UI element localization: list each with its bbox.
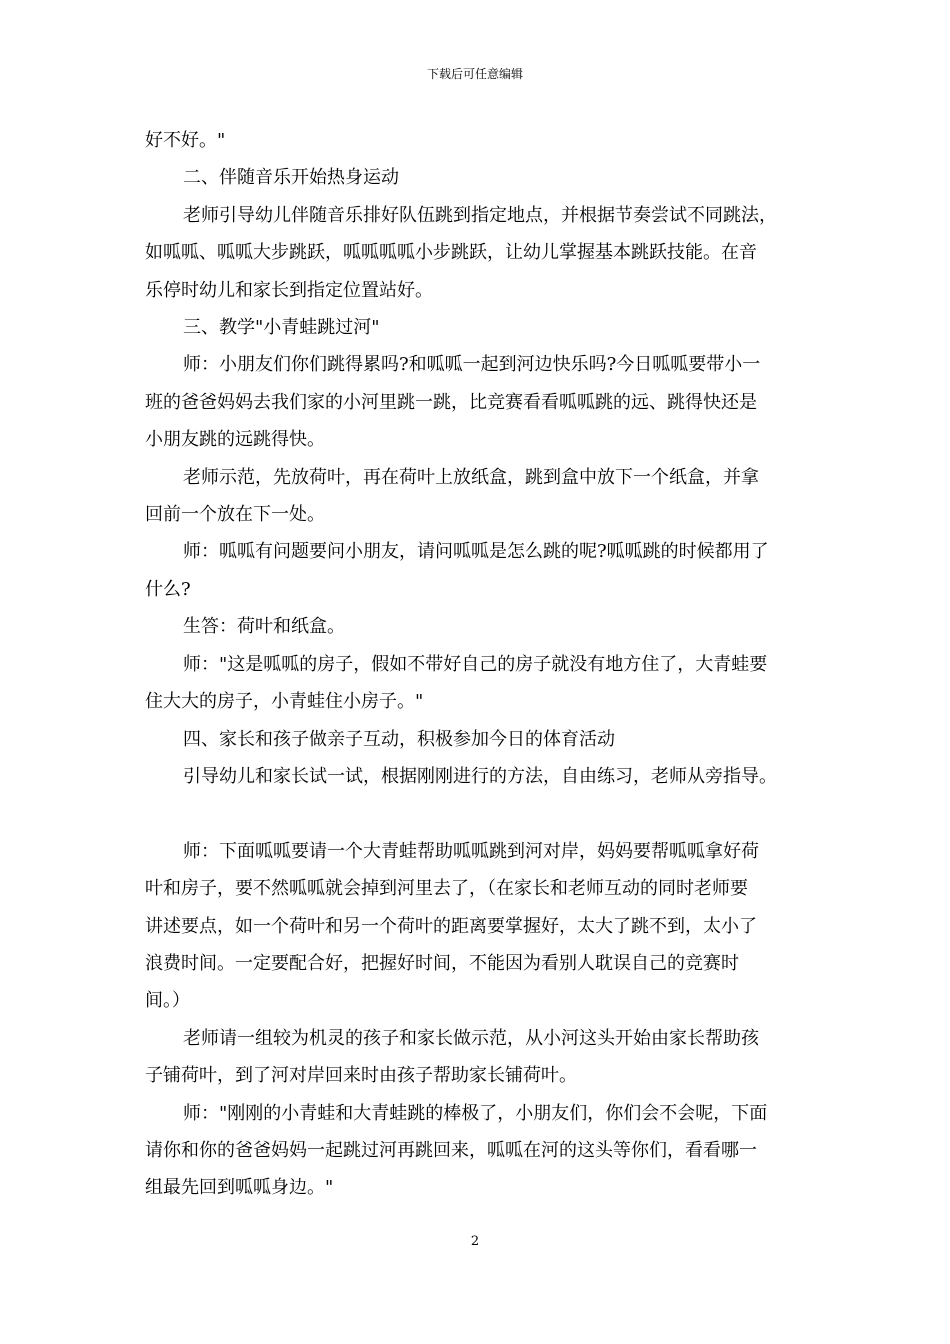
paragraph-line: 老师引导幼儿伴随音乐排好队伍跳到指定地点，并根据节奏尝试不同跳法， xyxy=(183,204,777,226)
paragraph-line: 生答：荷叶和纸盒。 xyxy=(183,616,345,638)
page-number: 2 xyxy=(470,1234,480,1249)
paragraph-line: 引导幼儿和家长试一试，根据刚刚进行的方法，自由练习，老师从旁指导。 xyxy=(183,765,777,787)
paragraph-line: 师：呱呱有问题要问小朋友，请问呱呱是怎么跳的呢?呱呱跳的时候都用了 xyxy=(183,541,769,563)
paragraph-line: 回前一个放在下一处。 xyxy=(145,504,325,526)
paragraph-line: 师：下面呱呱要请一个大青蛙帮助呱呱跳到河对岸，妈妈要帮呱呱拿好荷 xyxy=(183,840,759,862)
paragraph-line: 小朋友跳的远跳得快。 xyxy=(145,429,325,451)
paragraph-line: 什么? xyxy=(145,578,191,600)
paragraph-line: 组最先回到呱呱身边。" xyxy=(145,1177,334,1199)
paragraph-line: 子铺荷叶，到了河对岸回来时由孩子帮助家长铺荷叶。 xyxy=(145,1065,577,1087)
paragraph-line: 班的爸爸妈妈去我们家的小河里跳一跳，比竞赛看看呱呱跳的远、跳得快还是 xyxy=(145,391,757,413)
paragraph-line: 师：小朋友们你们跳得累吗?和呱呱一起到河边快乐吗?今日呱呱要带小一 xyxy=(183,354,761,376)
paragraph-line: 请你和你的爸爸妈妈一起跳过河再跳回来，呱呱在河的这头等你们，看看哪一 xyxy=(145,1139,757,1161)
section-heading: 二、伴随音乐开始热身运动 xyxy=(183,167,399,189)
section-heading: 四、家长和孩子做亲子互动，积极参加今日的体育活动 xyxy=(183,728,615,750)
page-header: 下载后可任意编辑 xyxy=(426,67,523,81)
paragraph-line: 老师请一组较为机灵的孩子和家长做示范，从小河这头开始由家长帮助孩 xyxy=(183,1027,759,1049)
document-body xyxy=(145,122,815,1207)
paragraph-line: 讲述要点，如一个荷叶和另一个荷叶的距离要掌握好，太大了跳不到，太小了 xyxy=(145,915,757,937)
paragraph-line: 叶和房子，要不然呱呱就会掉到河里去了，（在家长和老师互动的同时老师要 xyxy=(145,878,748,900)
paragraph-line: 如呱呱、呱呱大步跳跃，呱呱呱呱小步跳跃，让幼儿掌握基本跳跃技能。在音 xyxy=(145,242,757,264)
paragraph-line: 师："这是呱呱的房子，假如不带好自己的房子就没有地方住了，大青蛙要 xyxy=(183,653,768,675)
paragraph-line: 住大大的房子，小青蛙住小房子。" xyxy=(145,691,424,713)
paragraph-line: 浪费时间。一定要配合好，把握好时间，不能因为看别人耽误自己的竞赛时 xyxy=(145,952,739,974)
paragraph-line: 老师示范，先放荷叶，再在荷叶上放纸盒，跳到盒中放下一个纸盒，并拿 xyxy=(183,466,759,488)
paragraph-line: 好不好。" xyxy=(145,130,226,151)
paragraph-line: 师："刚刚的小青蛙和大青蛙跳的棒极了，小朋友们，你们会不会呢，下面 xyxy=(183,1102,768,1124)
paragraph-line: 乐停时幼儿和家长到指定位置站好。 xyxy=(145,279,433,301)
section-heading: 三、教学"小青蛙跳过河" xyxy=(183,317,380,339)
paragraph-line: 间。） xyxy=(145,990,190,1012)
